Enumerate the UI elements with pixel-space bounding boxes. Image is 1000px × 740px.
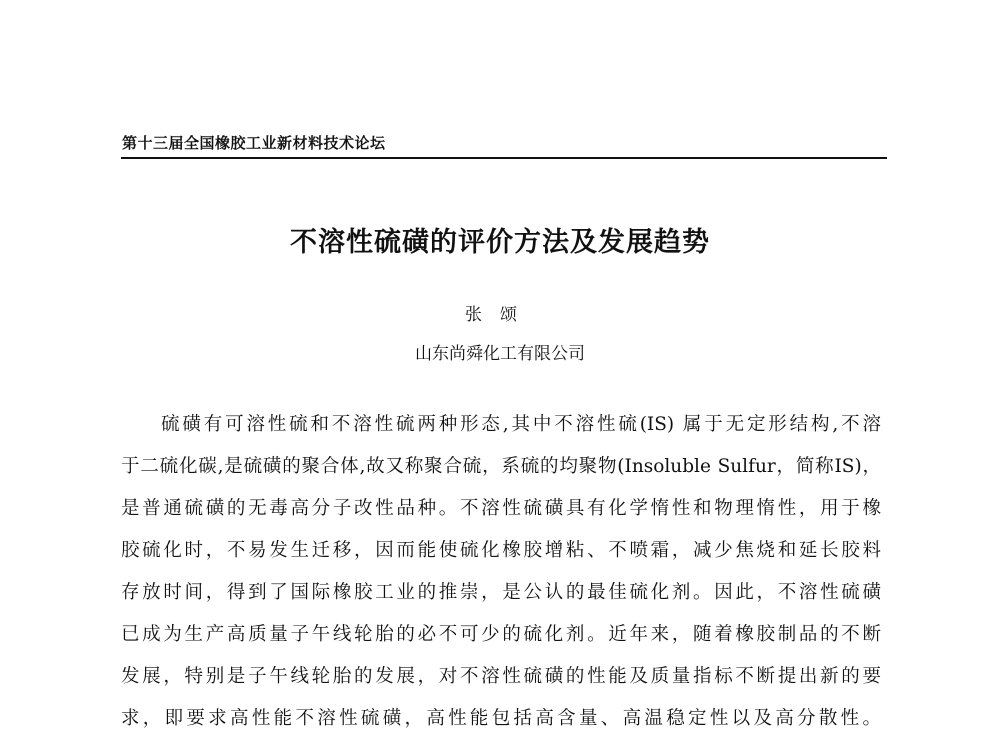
body-line: 求，即要求高性能不溶性硫磺，高性能包括高含量、高温稳定性以及高分散性。 [121,708,881,729]
article-title: 不溶性硫磺的评价方法及发展趋势 [290,227,710,258]
body-line: 是普通硫磺的无毒高分子改性品种。不溶性硫磺具有化学惰性和物理惰性，用于橡 [121,498,881,519]
author-name: 张颂 [465,305,535,325]
running-header: 第十三届全国橡胶工业新材料技术论坛 [122,134,386,152]
body-line: 已成为生产高质量子午线轮胎的必不可少的硫化剂。近年来，随着橡胶制品的不断 [121,624,881,645]
body-line: 发展，特别是子午线轮胎的发展，对不溶性硫磺的性能及质量指标不断提出新的要 [121,666,881,687]
author-affiliation: 山东尚舜化工有限公司 [415,344,585,364]
body-line: 于二硫化碳,是硫磺的聚合体,故又称聚合硫，系硫的均聚物(Insoluble Sulfur，简称IS)， [121,456,881,477]
body-line: 胶硫化时，不易发生迁移，因而能使硫化橡胶增粘、不喷霜，减少焦烧和延长胶料 [121,540,881,561]
body-line: 硫磺有可溶性硫和不溶性硫两种形态,其中不溶性硫(IS) 属于无定形结构,不溶 [161,414,881,435]
header-rule [121,157,887,159]
body-paragraph [121,404,881,740]
body-line: 存放时间，得到了国际橡胶工业的推崇，是公认的最佳硫化剂。因此，不溶性硫磺 [121,582,881,603]
